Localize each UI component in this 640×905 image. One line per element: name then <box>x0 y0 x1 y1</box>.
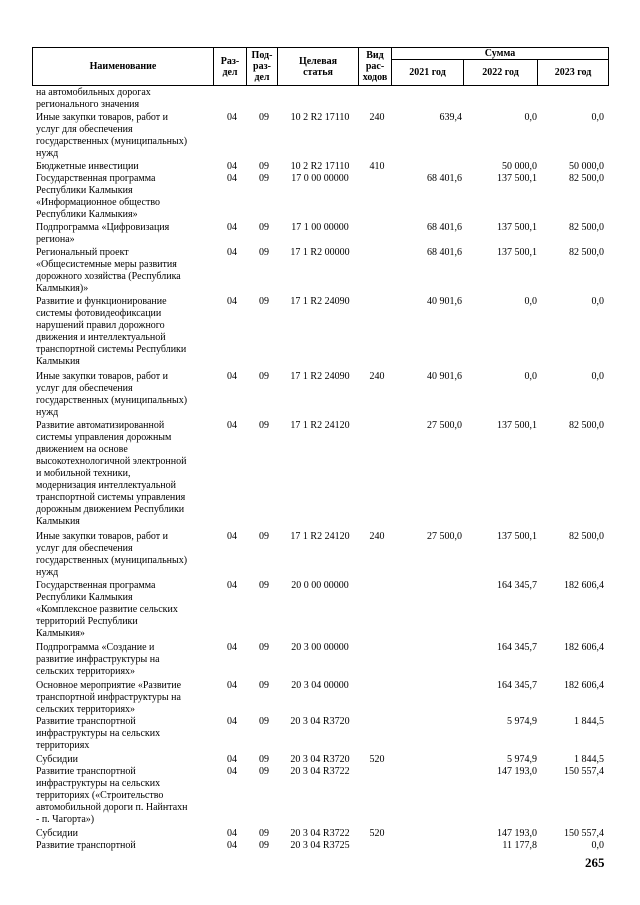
row-razdel: 04 <box>227 173 237 184</box>
row-y2022: 137 500,1 <box>497 531 537 542</box>
row-target: 20 3 00 00000 <box>291 642 349 653</box>
row-name: Региональный проект «Общесистемные меры развития дорожного хозяйства (Республика Калмыкия)» <box>36 247 181 294</box>
row-y2022: 11 177,8 <box>502 840 537 851</box>
row-target: 20 3 04 R3720 <box>290 716 350 727</box>
row-y2023: 0,0 <box>591 112 604 123</box>
row-vid: 240 <box>369 531 385 542</box>
row-name: Бюджетные инвестиции <box>36 161 139 172</box>
row-name: Подпрограмма «Создание и развитие инфраструктуры на сельских территориях» <box>36 642 160 677</box>
row-target: 20 3 04 00000 <box>291 680 349 691</box>
row-razdel: 04 <box>227 296 237 307</box>
row-y2023: 0,0 <box>591 371 604 382</box>
row-razdel: 04 <box>227 840 237 851</box>
row-podrazdel: 09 <box>259 828 269 839</box>
page-number: 265 <box>585 855 605 870</box>
row-y2022: 0,0 <box>524 112 537 123</box>
row-razdel: 04 <box>227 828 237 839</box>
row-name: Развитие автоматизированной системы управления дорожным движением на основе высокотехнологичной электронной и мобильной техники, модернизация интеллектуальной транспортной системы управления дорожным движением Республики Калмыкия <box>36 420 187 527</box>
row-y2021: 40 901,6 <box>427 371 462 382</box>
row-target: 20 3 04 R3722 <box>290 766 350 777</box>
row-name: Подпрограмма «Цифровизация региона» <box>36 222 170 245</box>
row-target: 20 3 04 R3722 <box>290 828 350 839</box>
row-y2022: 50 000,0 <box>502 161 537 172</box>
row-target: 17 1 R2 24090 <box>290 371 350 382</box>
row-y2023: 82 500,0 <box>569 173 604 184</box>
row-y2023: 182 606,4 <box>564 642 604 653</box>
row-y2023: 1 844,5 <box>574 716 604 727</box>
row-y2021: 27 500,0 <box>427 420 462 431</box>
row-target: 20 3 04 R3725 <box>290 840 350 851</box>
row-razdel: 04 <box>227 580 237 591</box>
row-target: 20 3 04 R3720 <box>290 754 350 765</box>
row-vid: 520 <box>369 754 385 765</box>
row-razdel: 04 <box>227 642 237 653</box>
row-y2022: 164 345,7 <box>497 642 537 653</box>
row-vid: 240 <box>369 371 385 382</box>
row-vid: 240 <box>369 112 385 123</box>
row-name: Иные закупки товаров, работ и услуг для обеспечения государственных (муниципальных) нужд <box>36 531 188 578</box>
table-header <box>32 47 609 86</box>
row-razdel: 04 <box>227 766 237 777</box>
row-target: 17 1 R2 00000 <box>290 247 350 258</box>
row-y2023: 82 500,0 <box>569 420 604 431</box>
row-y2023: 82 500,0 <box>569 531 604 542</box>
row-podrazdel: 09 <box>259 766 269 777</box>
row-razdel: 04 <box>227 420 237 431</box>
row-name: Развитие транспортной инфраструктуры на сельских территориях («Строительство автомобильной дороги п. Найнтахн - п. Чагорта») <box>36 766 188 825</box>
row-razdel: 04 <box>227 371 237 382</box>
row-y2021: 40 901,6 <box>427 296 462 307</box>
header-2021: 2021 год <box>392 60 464 86</box>
row-podrazdel: 09 <box>259 222 269 233</box>
row-name: Основное мероприятие «Развитие транспортной инфраструктуры на сельских территориях» <box>36 680 182 715</box>
row-razdel: 04 <box>227 222 237 233</box>
row-podrazdel: 09 <box>259 642 269 653</box>
row-razdel: 04 <box>227 716 237 727</box>
header-vid: Вид рас- ходов <box>359 48 392 86</box>
row-y2022: 147 193,0 <box>497 828 537 839</box>
row-y2022: 137 500,1 <box>497 247 537 258</box>
row-target: 10 2 R2 17110 <box>290 112 350 123</box>
row-name: Развитие транспортной <box>36 840 136 851</box>
row-target: 10 2 R2 17110 <box>290 161 350 172</box>
row-y2023: 150 557,4 <box>564 766 604 777</box>
row-y2022: 137 500,1 <box>497 173 537 184</box>
header-2022: 2022 год <box>464 60 538 86</box>
row-target: 17 1 R2 24120 <box>290 531 350 542</box>
row-podrazdel: 09 <box>259 754 269 765</box>
row-name: Субсидии <box>36 828 78 839</box>
row-y2023: 0,0 <box>591 840 604 851</box>
row-target: 17 1 00 00000 <box>291 222 349 233</box>
row-y2022: 0,0 <box>524 371 537 382</box>
row-y2021: 68 401,6 <box>427 247 462 258</box>
row-name: Субсидии <box>36 754 78 765</box>
row-y2021: 68 401,6 <box>427 173 462 184</box>
header-target: Целевая статья <box>278 48 359 86</box>
row-name: Государственная программа Республики Калмыкия «Информационное общество Республики Калмыкия» <box>36 173 161 220</box>
row-target: 17 1 R2 24090 <box>290 296 350 307</box>
header-name: Наименование <box>33 48 214 86</box>
row-y2021: 27 500,0 <box>427 531 462 542</box>
row-y2022: 137 500,1 <box>497 420 537 431</box>
header-sum: Сумма <box>392 48 609 60</box>
row-y2023: 150 557,4 <box>564 828 604 839</box>
row-vid: 410 <box>369 161 385 172</box>
row-y2021: 68 401,6 <box>427 222 462 233</box>
row-y2022: 5 974,9 <box>507 716 537 727</box>
row-target: 20 0 00 00000 <box>291 580 349 591</box>
row-razdel: 04 <box>227 531 237 542</box>
header-razdel: Раз- дел <box>214 48 247 86</box>
row-y2022: 5 974,9 <box>507 754 537 765</box>
row-podrazdel: 09 <box>259 580 269 591</box>
row-y2023: 1 844,5 <box>574 754 604 765</box>
row-name: Развитие и функционирование системы фотовидеофиксации нарушений правил дорожного движения и интеллектуальной транспортной системы Республики Калмыкия <box>36 296 187 367</box>
row-y2022: 147 193,0 <box>497 766 537 777</box>
row-vid: 520 <box>369 828 385 839</box>
row-podrazdel: 09 <box>259 296 269 307</box>
row-razdel: 04 <box>227 247 237 258</box>
row-razdel: 04 <box>227 680 237 691</box>
row-y2021: 639,4 <box>439 112 462 123</box>
row-y2023: 82 500,0 <box>569 222 604 233</box>
row-name: Государственная программа Республики Калмыкия «Комплексное развитие сельских территорий Республики Калмыкия» <box>36 580 178 639</box>
row-target: 17 1 R2 24120 <box>290 420 350 431</box>
row-name: Иные закупки товаров, работ и услуг для обеспечения государственных (муниципальных) нужд <box>36 371 188 418</box>
row-name: на автомобильных дорогах регионального значения <box>36 87 151 110</box>
row-podrazdel: 09 <box>259 161 269 172</box>
row-y2022: 164 345,7 <box>497 580 537 591</box>
row-podrazdel: 09 <box>259 716 269 727</box>
row-razdel: 04 <box>227 754 237 765</box>
row-name: Развитие транспортной инфраструктуры на сельских территориях <box>36 716 161 751</box>
header-2023: 2023 год <box>538 60 609 86</box>
row-podrazdel: 09 <box>259 420 269 431</box>
row-razdel: 04 <box>227 161 237 172</box>
row-y2023: 182 606,4 <box>564 580 604 591</box>
row-y2023: 82 500,0 <box>569 247 604 258</box>
row-podrazdel: 09 <box>259 173 269 184</box>
row-y2022: 0,0 <box>524 296 537 307</box>
row-y2023: 50 000,0 <box>569 161 604 172</box>
row-podrazdel: 09 <box>259 247 269 258</box>
row-podrazdel: 09 <box>259 840 269 851</box>
row-y2022: 164 345,7 <box>497 680 537 691</box>
row-y2023: 0,0 <box>591 296 604 307</box>
row-name: Иные закупки товаров, работ и услуг для обеспечения государственных (муниципальных) нужд <box>36 112 188 159</box>
header-podrazdel: Под- раз- дел <box>247 48 278 86</box>
row-podrazdel: 09 <box>259 531 269 542</box>
row-podrazdel: 09 <box>259 680 269 691</box>
row-target: 17 0 00 00000 <box>291 173 349 184</box>
row-podrazdel: 09 <box>259 371 269 382</box>
row-y2023: 182 606,4 <box>564 680 604 691</box>
row-y2022: 137 500,1 <box>497 222 537 233</box>
row-razdel: 04 <box>227 112 237 123</box>
row-podrazdel: 09 <box>259 112 269 123</box>
